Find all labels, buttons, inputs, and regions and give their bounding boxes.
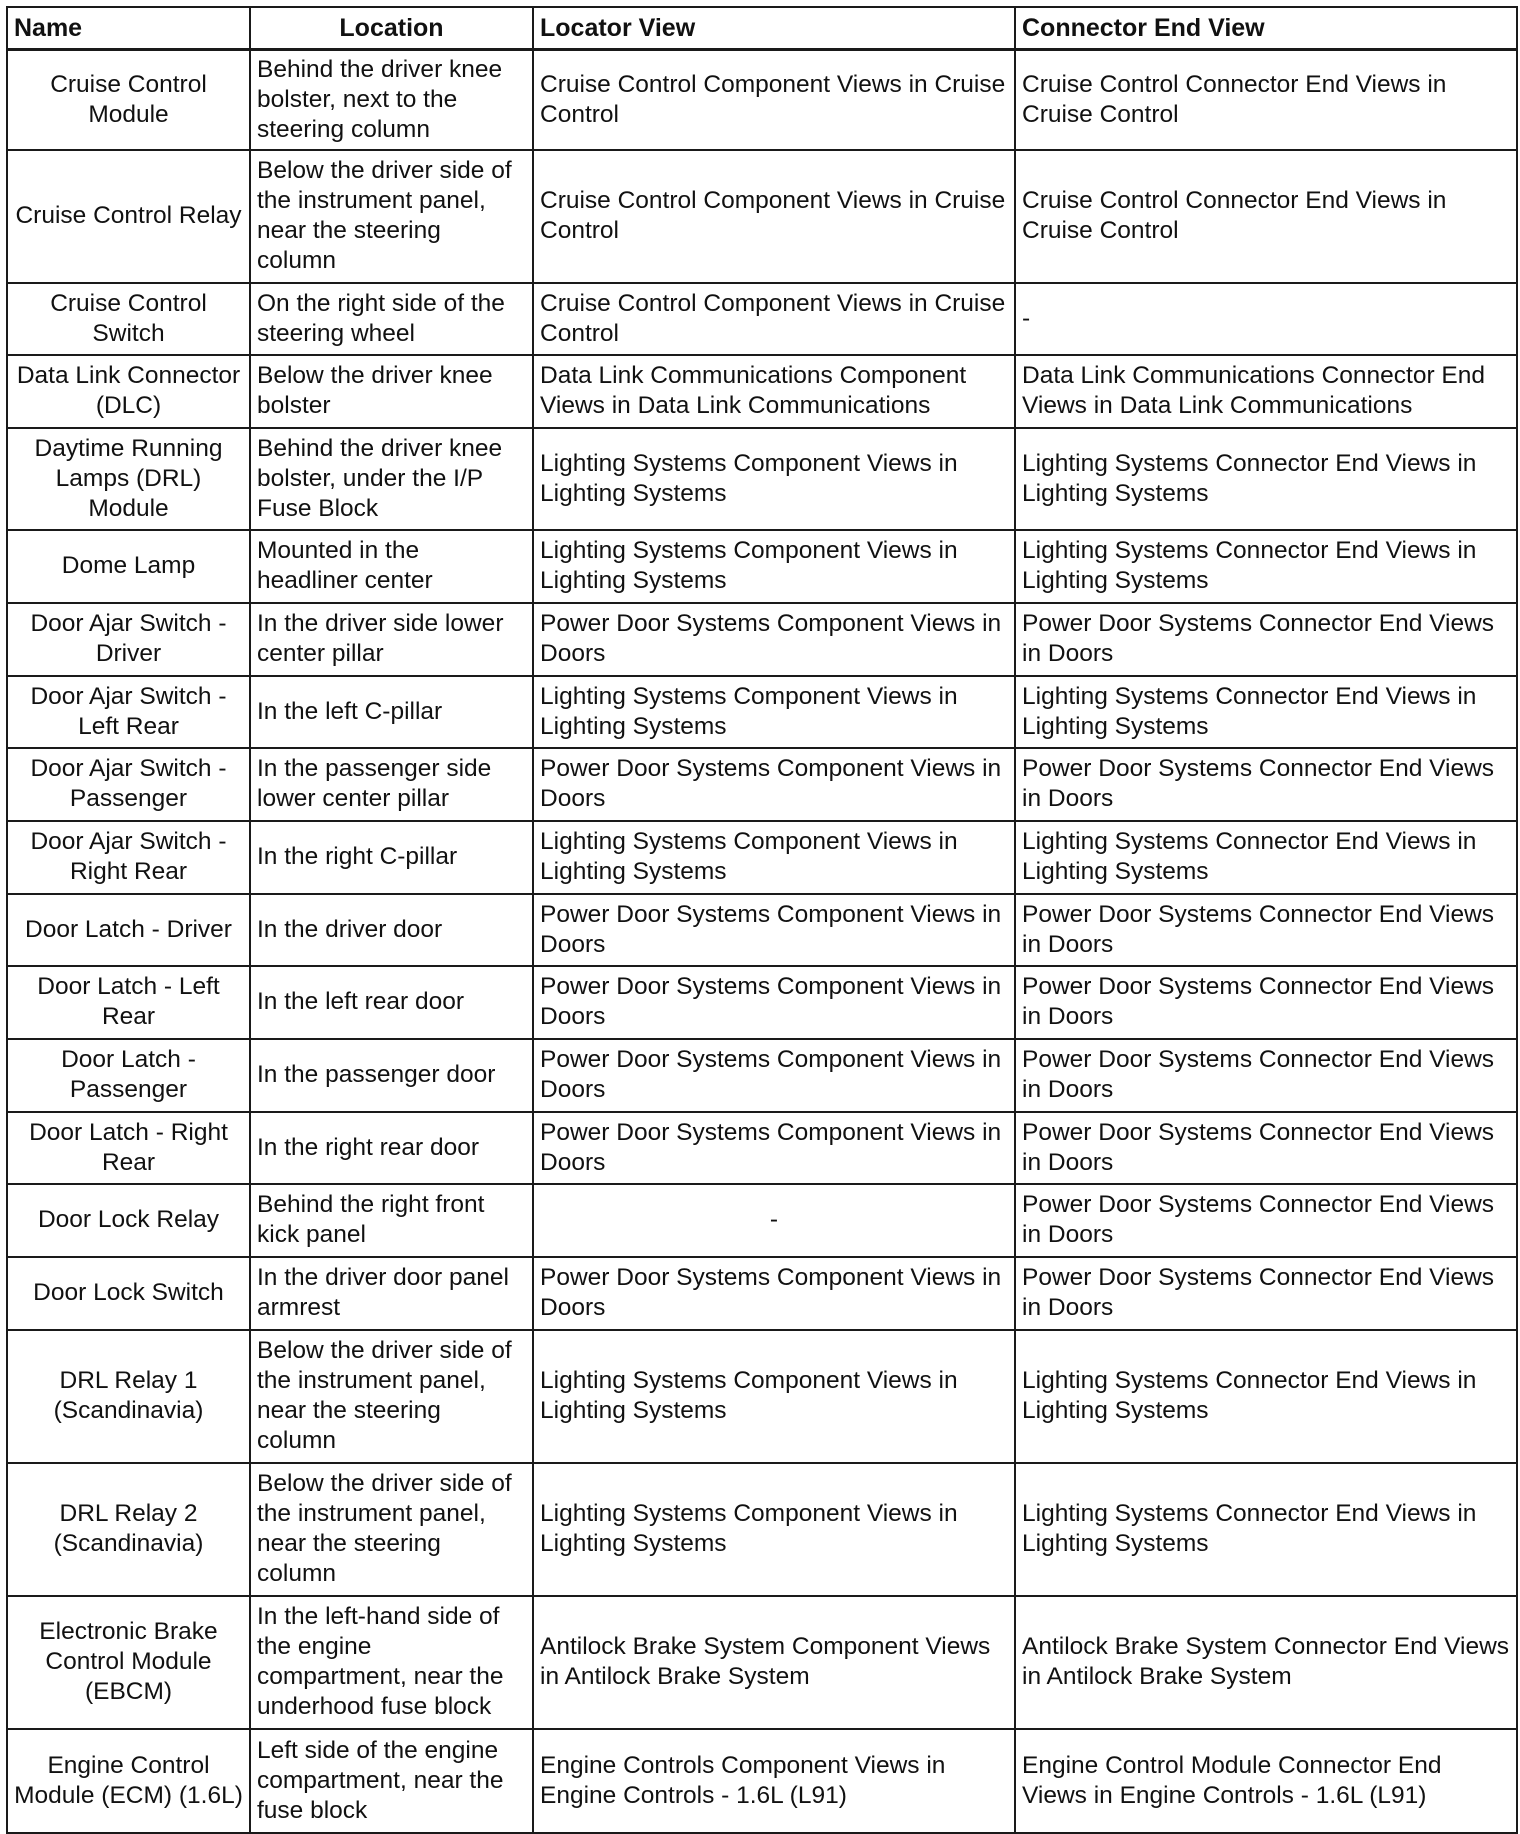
- cell-location: Below the driver side of the instrument panel, near the steering column: [250, 150, 533, 283]
- header-row: [7, 7, 1517, 50]
- table-row: [7, 603, 1517, 676]
- cell-connector-end-view: Lighting Systems Connector End Views in Lighting Systems: [1015, 676, 1517, 748]
- table-row: [7, 1596, 1517, 1729]
- cell-name: Door Latch - Left Rear: [7, 966, 250, 1039]
- cell-connector-end-view: Power Door Systems Connector End Views in Doors: [1015, 966, 1517, 1039]
- table-row: [7, 530, 1517, 603]
- cell-connector-end-view: Data Link Communications Connector End Views in Data Link Communications: [1015, 355, 1517, 428]
- cell-location: Left side of the engine compartment, near the fuse block: [250, 1729, 533, 1833]
- cell-locator-view: Cruise Control Component Views in Cruise Control: [533, 283, 1015, 355]
- cell-locator-view: Power Door Systems Component Views in Doors: [533, 748, 1015, 821]
- cell-location: Below the driver knee bolster: [250, 355, 533, 428]
- cell-connector-end-view: Power Door Systems Connector End Views in Doors: [1015, 894, 1517, 966]
- cell-location: In the driver side lower center pillar: [250, 603, 533, 676]
- cell-locator-view: Power Door Systems Component Views in Doors: [533, 894, 1015, 966]
- table-row: [7, 50, 1517, 150]
- cell-name: DRL Relay 2 (Scandinavia): [7, 1463, 250, 1596]
- cell-locator-view: Power Door Systems Component Views in Doors: [533, 603, 1015, 676]
- cell-location: Below the driver side of the instrument panel, near the steering column: [250, 1330, 533, 1463]
- cell-locator-view: Lighting Systems Component Views in Lighting Systems: [533, 428, 1015, 530]
- cell-name: Door Latch - Right Rear: [7, 1112, 250, 1184]
- cell-location: In the driver door panel armrest: [250, 1257, 533, 1330]
- cell-locator-view: Lighting Systems Component Views in Lighting Systems: [533, 530, 1015, 603]
- cell-location: In the left C-pillar: [250, 676, 533, 748]
- cell-locator-view: Antilock Brake System Component Views in Antilock Brake System: [533, 1596, 1015, 1729]
- cell-name: Cruise Control Switch: [7, 283, 250, 355]
- cell-name: Door Ajar Switch - Passenger: [7, 748, 250, 821]
- cell-connector-end-view: Antilock Brake System Connector End Views in Antilock Brake System: [1015, 1596, 1517, 1729]
- cell-name: Dome Lamp: [7, 530, 250, 603]
- header-connector-end-view: Connector End View: [1015, 7, 1517, 50]
- cell-connector-end-view: Lighting Systems Connector End Views in Lighting Systems: [1015, 1330, 1517, 1463]
- cell-name: Cruise Control Module: [7, 50, 250, 150]
- cell-locator-view: Data Link Communications Component Views in Data Link Communications: [533, 355, 1015, 428]
- cell-location: Behind the right front kick panel: [250, 1184, 533, 1257]
- cell-connector-end-view: Lighting Systems Connector End Views in Lighting Systems: [1015, 1463, 1517, 1596]
- cell-connector-end-view: Power Door Systems Connector End Views in Doors: [1015, 1184, 1517, 1257]
- cell-connector-end-view: Power Door Systems Connector End Views in Doors: [1015, 1257, 1517, 1330]
- table-header: [7, 7, 1517, 50]
- cell-locator-view: Power Door Systems Component Views in Doors: [533, 1039, 1015, 1112]
- cell-locator-view: Engine Controls Component Views in Engine Controls - 1.6L (L91): [533, 1729, 1015, 1833]
- table-row: [7, 1729, 1517, 1833]
- cell-location: In the driver door: [250, 894, 533, 966]
- cell-connector-end-view: Power Door Systems Connector End Views in Doors: [1015, 748, 1517, 821]
- cell-locator-view: Power Door Systems Component Views in Doors: [533, 966, 1015, 1039]
- cell-connector-end-view: Engine Control Module Connector End Views in Engine Controls - 1.6L (L91): [1015, 1729, 1517, 1833]
- cell-name: Door Ajar Switch - Driver: [7, 603, 250, 676]
- cell-connector-end-view: Lighting Systems Connector End Views in Lighting Systems: [1015, 530, 1517, 603]
- cell-location: Below the driver side of the instrument panel, near the steering column: [250, 1463, 533, 1596]
- table-row: [7, 748, 1517, 821]
- cell-location: In the left rear door: [250, 966, 533, 1039]
- cell-locator-view: -: [533, 1184, 1015, 1257]
- table-row: [7, 676, 1517, 748]
- cell-locator-view: Power Door Systems Component Views in Doors: [533, 1112, 1015, 1184]
- table-row: [7, 894, 1517, 966]
- cell-connector-end-view: Cruise Control Connector End Views in Cruise Control: [1015, 50, 1517, 150]
- cell-name: DRL Relay 1 (Scandinavia): [7, 1330, 250, 1463]
- cell-name: Door Lock Relay: [7, 1184, 250, 1257]
- component-locator-table: [6, 6, 1518, 1834]
- cell-location: Behind the driver knee bolster, next to the steering column: [250, 50, 533, 150]
- table-row: [7, 1039, 1517, 1112]
- cell-location: In the passenger side lower center pillar: [250, 748, 533, 821]
- cell-location: Mounted in the headliner center: [250, 530, 533, 603]
- cell-locator-view: Power Door Systems Component Views in Doors: [533, 1257, 1015, 1330]
- cell-location: Behind the driver knee bolster, under the I/P Fuse Block: [250, 428, 533, 530]
- table-row: [7, 1330, 1517, 1463]
- cell-name: Door Lock Switch: [7, 1257, 250, 1330]
- cell-connector-end-view: Lighting Systems Connector End Views in Lighting Systems: [1015, 428, 1517, 530]
- cell-locator-view: Lighting Systems Component Views in Lighting Systems: [533, 1463, 1015, 1596]
- table-row: [7, 1257, 1517, 1330]
- cell-locator-view: Lighting Systems Component Views in Lighting Systems: [533, 1330, 1015, 1463]
- cell-connector-end-view: Power Door Systems Connector End Views in Doors: [1015, 1039, 1517, 1112]
- cell-location: On the right side of the steering wheel: [250, 283, 533, 355]
- cell-connector-end-view: -: [1015, 283, 1517, 355]
- cell-locator-view: Cruise Control Component Views in Cruise Control: [533, 150, 1015, 283]
- header-location: Location: [250, 7, 533, 50]
- cell-location: In the right rear door: [250, 1112, 533, 1184]
- cell-name: Door Ajar Switch - Right Rear: [7, 821, 250, 894]
- table-row: [7, 821, 1517, 894]
- table-row: [7, 966, 1517, 1039]
- cell-connector-end-view: Lighting Systems Connector End Views in Lighting Systems: [1015, 821, 1517, 894]
- cell-name: Door Ajar Switch - Left Rear: [7, 676, 250, 748]
- cell-connector-end-view: Cruise Control Connector End Views in Cruise Control: [1015, 150, 1517, 283]
- cell-name: Data Link Connector (DLC): [7, 355, 250, 428]
- cell-locator-view: Lighting Systems Component Views in Lighting Systems: [533, 821, 1015, 894]
- table-row: [7, 428, 1517, 530]
- table-row: [7, 150, 1517, 283]
- header-locator-view: Locator View: [533, 7, 1015, 50]
- header-name: Name: [7, 7, 250, 50]
- table-row: [7, 355, 1517, 428]
- table-body: [7, 50, 1517, 1833]
- cell-locator-view: Lighting Systems Component Views in Lighting Systems: [533, 676, 1015, 748]
- table-row: [7, 1463, 1517, 1596]
- table-row: [7, 1112, 1517, 1184]
- cell-connector-end-view: Power Door Systems Connector End Views in Doors: [1015, 1112, 1517, 1184]
- table-row: [7, 1184, 1517, 1257]
- cell-location: In the left-hand side of the engine compartment, near the underhood fuse block: [250, 1596, 533, 1729]
- cell-name: Door Latch - Passenger: [7, 1039, 250, 1112]
- cell-location: In the passenger door: [250, 1039, 533, 1112]
- cell-name: Daytime Running Lamps (DRL) Module: [7, 428, 250, 530]
- document-page: [6, 6, 1516, 1834]
- cell-name: Engine Control Module (ECM) (1.6L): [7, 1729, 250, 1833]
- cell-name: Electronic Brake Control Module (EBCM): [7, 1596, 250, 1729]
- cell-location: In the right C-pillar: [250, 821, 533, 894]
- cell-name: Cruise Control Relay: [7, 150, 250, 283]
- cell-name: Door Latch - Driver: [7, 894, 250, 966]
- cell-locator-view: Cruise Control Component Views in Cruise Control: [533, 50, 1015, 150]
- table-row: [7, 283, 1517, 355]
- cell-connector-end-view: Power Door Systems Connector End Views in Doors: [1015, 603, 1517, 676]
